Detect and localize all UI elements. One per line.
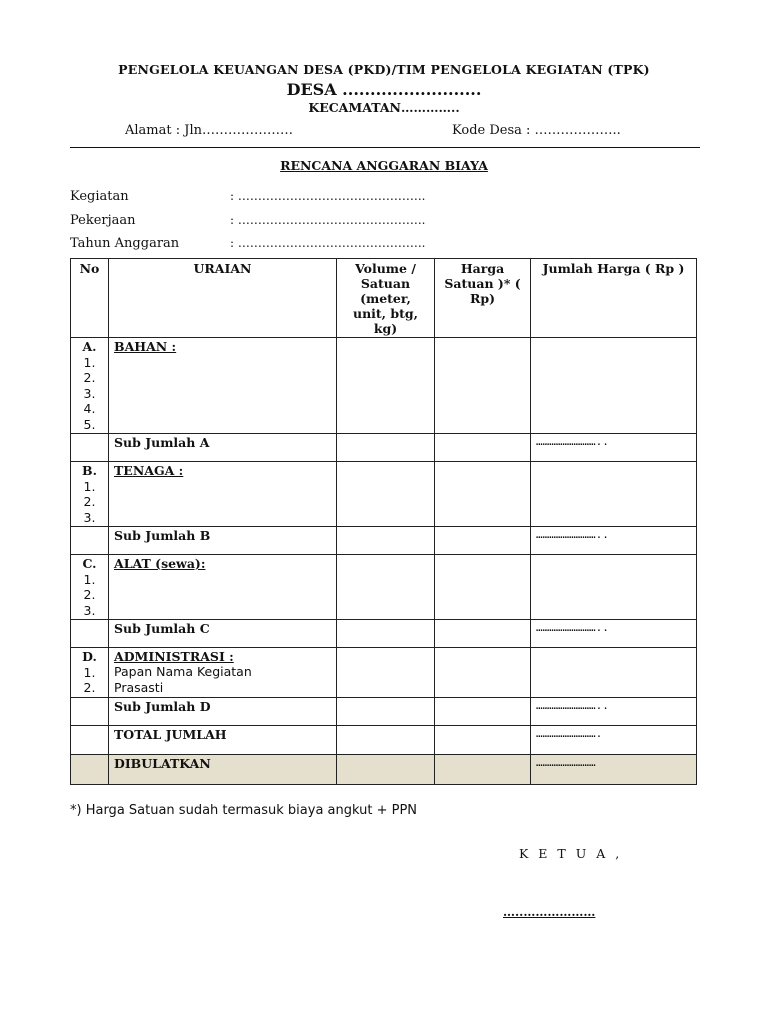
total-label: TOTAL JUMLAH <box>109 725 337 754</box>
item-numbers: 1. 2. 3. <box>83 478 96 525</box>
org-title: PENGELOLA KEUANGAN DESA (PKD)/TIM PENGELOLA KEGIATAN (TPK) <box>118 62 650 77</box>
subtotal-value: ……………………….. <box>531 697 697 725</box>
village-name: DESA ......................... <box>286 80 482 99</box>
item-label: Prasasti <box>114 679 164 695</box>
section-cell <box>109 648 337 698</box>
cell <box>337 620 435 648</box>
section-title: ADMINISTRASI : <box>114 649 234 664</box>
section-number <box>71 555 109 620</box>
cell <box>71 527 109 555</box>
item-numbers: 1. 2. 3. 4. 5. <box>83 354 96 432</box>
cell <box>337 434 435 462</box>
table-row <box>71 527 697 555</box>
col-header-harga-satuan: Harga Satuan )* ( Rp) <box>435 259 531 338</box>
table-row <box>71 697 697 725</box>
cell <box>337 555 435 620</box>
field-value: : ……………………………………….. <box>230 213 426 227</box>
subtotal-label: Sub Jumlah C <box>109 620 337 648</box>
address-line: Alamat : Jln………………… <box>125 123 293 138</box>
cell <box>337 338 435 434</box>
field-value: : ……………………………………….. <box>230 189 426 203</box>
item-label: Papan Nama Kegiatan <box>114 664 252 679</box>
table-row <box>71 725 697 754</box>
field-label: Pekerjaan <box>70 213 136 228</box>
cell <box>71 725 109 754</box>
cell <box>337 697 435 725</box>
subtotal-label: Sub Jumlah D <box>109 697 337 725</box>
section-letter: A. <box>82 339 97 354</box>
subtotal-value: ……………………….. <box>531 527 697 555</box>
col-header-uraian: URAIAN <box>109 259 337 338</box>
table-row <box>71 648 697 698</box>
cell <box>531 648 697 698</box>
rounded-value: ……………………… <box>531 754 697 784</box>
cell <box>435 555 531 620</box>
cell <box>435 754 531 784</box>
cell <box>435 648 531 698</box>
footnote: *) Harga Satuan sudah termasuk biaya angkut + PPN <box>70 803 418 818</box>
header-divider <box>70 147 700 148</box>
section-number <box>71 338 109 434</box>
cell <box>435 725 531 754</box>
cell <box>337 754 435 784</box>
cell <box>337 527 435 555</box>
cell <box>71 697 109 725</box>
section-title: ALAT (sewa): <box>114 556 206 571</box>
district-name: KECAMATAN………….. <box>308 100 460 115</box>
cell <box>531 555 697 620</box>
section-number <box>71 648 109 698</box>
section-title: TENAGA : <box>114 463 184 478</box>
cell <box>435 527 531 555</box>
cell <box>435 620 531 648</box>
table-header-row <box>71 259 697 338</box>
table-row <box>71 620 697 648</box>
cell <box>435 462 531 527</box>
village-code: Kode Desa : ……………….. <box>452 123 621 138</box>
cell <box>337 462 435 527</box>
table-row <box>71 434 697 462</box>
col-header-volume: Volume / Satuan (meter, unit, btg, kg) <box>337 259 435 338</box>
document-title: RENCANA ANGGARAN BIAYA <box>280 158 488 173</box>
section-title: BAHAN : <box>114 339 177 354</box>
field-value: : ……………………………………….. <box>230 236 426 250</box>
section-cell <box>109 338 337 434</box>
signature-name: …..……………… <box>503 905 596 919</box>
item-numbers: 1. 2. 3. <box>83 571 96 618</box>
cell <box>435 697 531 725</box>
signature-role: K E T U A , <box>519 846 623 861</box>
section-number <box>71 462 109 527</box>
section-cell <box>109 462 337 527</box>
section-letter: C. <box>82 556 97 571</box>
subtotal-value: ……………………….. <box>531 620 697 648</box>
col-header-no: No <box>71 259 109 338</box>
subtotal-label: Sub Jumlah A <box>109 434 337 462</box>
cell <box>435 338 531 434</box>
total-value: ………………………. <box>531 725 697 754</box>
subtotal-value: ……………………….. <box>531 434 697 462</box>
section-cell <box>109 555 337 620</box>
section-letter: D. <box>82 649 97 664</box>
cell <box>531 338 697 434</box>
cell <box>71 434 109 462</box>
col-header-jumlah-harga: Jumlah Harga ( Rp ) <box>531 259 697 338</box>
cell <box>337 648 435 698</box>
table-row <box>71 462 697 527</box>
field-label: Tahun Anggaran <box>70 236 180 251</box>
budget-table <box>70 258 697 785</box>
cell <box>71 754 109 784</box>
cell <box>531 462 697 527</box>
subtotal-label: Sub Jumlah B <box>109 527 337 555</box>
cell <box>337 725 435 754</box>
item-numbers: 1. 2. <box>83 664 96 695</box>
cell <box>71 620 109 648</box>
table-row <box>71 754 697 784</box>
section-letter: B. <box>82 463 97 478</box>
table-row <box>71 338 697 434</box>
cell <box>435 434 531 462</box>
field-label: Kegiatan <box>70 189 129 204</box>
table-row <box>71 555 697 620</box>
rounded-label: DIBULATKAN <box>109 754 337 784</box>
